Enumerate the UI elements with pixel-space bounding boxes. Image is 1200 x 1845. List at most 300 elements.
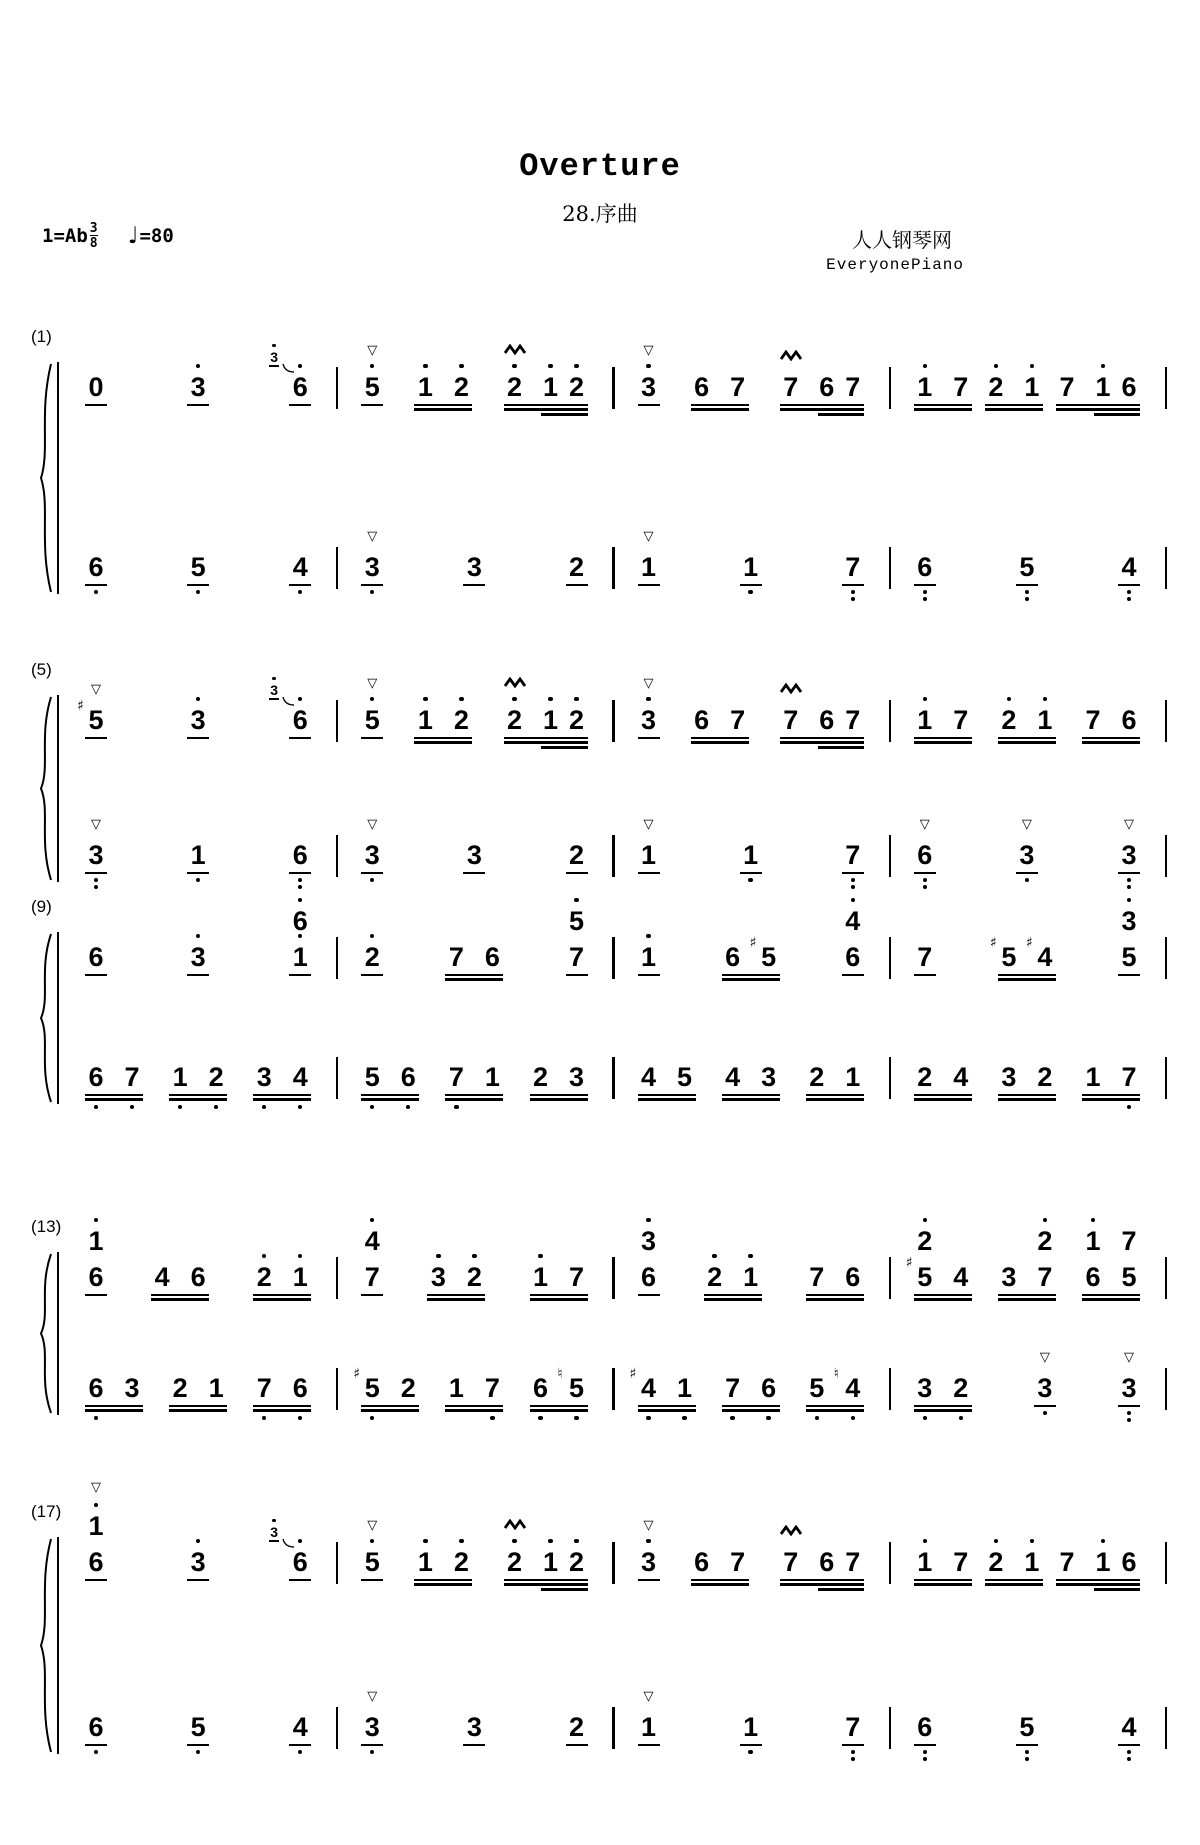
beam-line — [914, 974, 936, 977]
inverted-triangle-ornament: ▽ — [1021, 817, 1032, 832]
beam-line — [85, 1405, 143, 1408]
note — [809, 1062, 825, 1092]
mordent-ornament — [779, 1525, 803, 1536]
beam-line — [504, 1579, 588, 1582]
note — [569, 1712, 585, 1742]
note — [677, 1373, 693, 1403]
beam-line — [638, 1744, 660, 1747]
note — [172, 1373, 188, 1403]
beam-group — [85, 974, 107, 979]
note — [292, 1062, 308, 1092]
octave-dot-above — [262, 1254, 266, 1258]
beat-group — [569, 1712, 585, 1742]
note — [953, 1547, 969, 1577]
beam-group — [187, 1744, 209, 1749]
note — [124, 1373, 140, 1403]
beam-line — [985, 404, 1043, 407]
beam-line — [530, 1294, 588, 1297]
beat-group — [364, 1226, 380, 1292]
beam-group — [998, 974, 1056, 984]
note — [1001, 1262, 1017, 1292]
note — [743, 552, 759, 582]
note — [569, 1062, 585, 1092]
note — [190, 1262, 206, 1292]
beam-group — [740, 584, 762, 589]
measure — [62, 552, 338, 582]
chord-upper-note — [292, 906, 308, 936]
note — [292, 1712, 308, 1742]
beat-group — [917, 372, 969, 402]
note-digit: 7 — [730, 1547, 746, 1577]
octave-dot-above — [298, 697, 302, 701]
octave-dot-below — [298, 885, 302, 889]
note-digit: 2 — [256, 1262, 272, 1292]
octave-dot-above — [298, 898, 302, 902]
beam-line — [361, 1098, 419, 1101]
beat-group — [353, 1366, 416, 1403]
mordent-ornament — [779, 683, 803, 694]
beam-group — [722, 1405, 780, 1415]
octave-dot-above — [370, 697, 374, 701]
beat-group — [430, 1262, 482, 1292]
note-digit: 7 — [783, 1547, 799, 1577]
octave-dot-below — [815, 1416, 819, 1420]
octave-dot-above — [370, 1218, 374, 1222]
note — [819, 705, 835, 735]
note-digit: 2 — [506, 372, 523, 402]
beam-line-partial — [818, 413, 864, 416]
beam-group — [722, 1094, 780, 1104]
measure — [338, 343, 614, 402]
site-name-chinese: 人人钢琴网 — [852, 228, 952, 252]
beam-line — [361, 1094, 419, 1097]
beam-group — [914, 737, 972, 747]
note-digit: 7 — [256, 1373, 272, 1403]
beam-line — [1056, 1583, 1140, 1586]
beam-group — [187, 872, 209, 877]
octave-dot-above — [94, 1503, 98, 1507]
note-digit: 2 — [568, 552, 585, 582]
note — [533, 1262, 549, 1292]
note — [88, 1226, 104, 1292]
beam-line — [504, 404, 588, 407]
beam-line — [414, 737, 472, 740]
note-digit: 7 — [568, 1262, 585, 1292]
mordent-ornament — [779, 350, 803, 361]
beam-group — [780, 737, 864, 752]
measure-number: (1) — [31, 327, 52, 346]
beam-line — [414, 408, 472, 411]
inverted-triangle-ornament: ▽ — [643, 817, 654, 832]
note — [845, 906, 861, 972]
note — [1121, 817, 1137, 870]
note-digit: 6 — [819, 372, 835, 402]
note — [448, 942, 464, 972]
page-title: Overture — [519, 148, 681, 185]
beam-line — [187, 584, 209, 587]
sharp-sign: ♯ — [353, 1366, 361, 1382]
note-digit: 6 — [761, 1373, 777, 1403]
beat-group — [725, 1373, 777, 1403]
beam-line — [566, 974, 588, 977]
grace-slur — [282, 1538, 295, 1549]
note — [629, 1366, 657, 1403]
note-digit: 7 — [124, 1062, 140, 1092]
measure — [891, 372, 1167, 402]
note-digit: 4 — [292, 552, 308, 582]
octave-dot-above — [646, 1218, 650, 1222]
beat-group — [88, 372, 104, 402]
beam-line — [253, 1405, 311, 1408]
note — [364, 817, 380, 870]
note-digit: 7 — [953, 705, 969, 735]
grace-note: 3 — [269, 350, 279, 367]
note-digit: 2 — [568, 705, 585, 735]
note — [917, 1547, 933, 1577]
octave-dot-above — [272, 677, 275, 680]
beam-line — [253, 1094, 311, 1097]
octave-dot-below — [94, 1750, 98, 1754]
octave-dot-below — [94, 1105, 98, 1109]
beat-group — [466, 552, 482, 582]
beat-group — [256, 1373, 308, 1403]
note — [1095, 1547, 1111, 1577]
inverted-triangle-ornament: ▽ — [91, 817, 101, 832]
quarter-note-icon: ♩ — [127, 223, 139, 249]
octave-dot-below — [94, 590, 98, 594]
beam-line — [842, 872, 864, 875]
note — [400, 1062, 416, 1092]
chord-upper-note — [917, 1226, 933, 1256]
beat-group — [988, 372, 1040, 402]
octave-dot-above — [1101, 364, 1105, 368]
beam-line — [704, 1298, 762, 1301]
note-digit: 6 — [819, 1547, 835, 1577]
beam-line-partial — [541, 413, 587, 416]
beat-group — [172, 1062, 224, 1092]
beam-line — [842, 974, 864, 977]
note-digit: 5 — [676, 1062, 693, 1092]
note-digit: 6 — [725, 942, 741, 972]
beam-line — [253, 1098, 311, 1101]
beam-line — [85, 404, 107, 407]
beat-group — [364, 676, 380, 735]
note-digit: 3 — [761, 1062, 777, 1092]
tempo-value: =80 — [139, 225, 174, 247]
note — [190, 552, 206, 582]
chord-upper-note — [1121, 1226, 1137, 1256]
beam-group — [361, 404, 383, 409]
note — [172, 1062, 188, 1092]
beam-group — [1016, 872, 1038, 877]
octave-dot-above — [423, 697, 427, 701]
beam-group — [780, 404, 864, 419]
beam-line — [780, 404, 864, 407]
octave-dot-above — [646, 1539, 650, 1543]
octave-dot-below — [646, 1416, 650, 1420]
note — [743, 1262, 759, 1292]
note — [256, 1373, 272, 1403]
beam-line — [427, 1294, 485, 1297]
barline — [1165, 937, 1167, 979]
beat-group — [364, 343, 380, 402]
beat-group — [1001, 1062, 1053, 1092]
beam-line — [414, 1579, 472, 1582]
octave-dot-below — [262, 1416, 266, 1420]
beat-group — [190, 705, 206, 735]
note — [190, 942, 206, 972]
note — [1024, 372, 1040, 402]
note-digit: 4 — [725, 1062, 741, 1092]
octave-dot-below — [1127, 878, 1131, 882]
measure — [62, 1480, 338, 1577]
note — [845, 1547, 861, 1577]
note-digit: 3 — [364, 1712, 380, 1742]
grace-slur — [282, 363, 295, 374]
beat-group — [917, 1373, 969, 1403]
measure — [615, 1366, 891, 1403]
note-digit: 6 — [1121, 705, 1137, 735]
note-digit: 3 — [190, 942, 206, 972]
beam-group — [691, 1579, 749, 1589]
note-digit: 5 — [88, 705, 104, 735]
beam-line — [1118, 872, 1140, 875]
beam-line — [187, 404, 209, 407]
beat-group — [743, 1712, 759, 1742]
note-digit: 5 — [761, 942, 777, 972]
natural-sign: ♮ — [833, 1366, 839, 1382]
note — [845, 705, 861, 735]
measure — [891, 1226, 1167, 1292]
octave-dot-below — [748, 878, 752, 882]
beat-group — [270, 349, 308, 402]
octave-dot-above — [1043, 697, 1047, 701]
note — [417, 705, 433, 735]
note-digit: 5 — [364, 1062, 380, 1092]
beam-group — [289, 404, 311, 409]
beat-group — [256, 1062, 308, 1092]
beam-line — [722, 1098, 780, 1101]
octave-dot-below — [1127, 885, 1131, 889]
beam-line — [445, 974, 503, 977]
beam-line — [361, 1744, 383, 1747]
note — [953, 705, 969, 735]
beam-line — [1056, 408, 1140, 411]
note-digit: 6 — [88, 1262, 104, 1292]
note-digit: 6 — [292, 1373, 308, 1403]
beam-line — [85, 1098, 143, 1101]
octave-dot-below — [851, 590, 855, 594]
beam-group — [289, 872, 311, 877]
beam-group — [85, 872, 107, 877]
note — [190, 840, 206, 870]
lower-staff — [62, 1689, 1167, 1742]
beam-group — [914, 1579, 972, 1589]
note-digit: 3 — [1121, 1373, 1137, 1403]
note — [1095, 372, 1111, 402]
grace-slur — [282, 696, 295, 707]
beat-group — [641, 1062, 693, 1092]
barline — [1165, 1057, 1167, 1099]
chord-upper-note — [641, 1226, 657, 1256]
note-digit: 3 — [190, 372, 206, 402]
octave-dot-below — [682, 1416, 686, 1420]
beam-line — [806, 1298, 864, 1301]
note-digit: 6 — [190, 1262, 206, 1292]
note-digit: 3 — [640, 1226, 657, 1256]
note-digit: 5 — [190, 552, 206, 582]
octave-dot-above — [923, 1539, 927, 1543]
grace-note: 3 — [269, 1525, 279, 1542]
inverted-triangle-ornament: ▽ — [643, 529, 654, 544]
beat-group — [507, 705, 585, 735]
note-digit: 1 — [532, 1262, 549, 1292]
beam-line — [1056, 1579, 1140, 1582]
beam-group — [914, 404, 972, 414]
beam-line — [566, 872, 588, 875]
note-digit: 3 — [1001, 1062, 1017, 1092]
tempo-marking — [128, 223, 174, 249]
beam-group — [253, 1405, 311, 1415]
chord-upper-note — [845, 906, 861, 936]
key-signature: 1=Ab — [42, 225, 88, 247]
beam-line — [914, 404, 972, 407]
site-name-english: EveryonePiano — [826, 256, 964, 274]
barline — [1165, 1542, 1167, 1584]
note — [1037, 1226, 1053, 1292]
note-digit: 5 — [1121, 1262, 1137, 1292]
inverted-triangle-ornament: ▽ — [643, 1518, 654, 1533]
upper-staff — [62, 1480, 1167, 1577]
measure — [338, 817, 614, 870]
octave-dot-above — [459, 364, 463, 368]
note-digit: 7 — [917, 942, 933, 972]
beam-group — [169, 1405, 227, 1415]
note-digit: 7 — [730, 705, 746, 735]
beam-line — [85, 1744, 107, 1747]
note-digit: 7 — [730, 372, 746, 402]
beam-line — [806, 1294, 864, 1297]
note — [1001, 1062, 1017, 1092]
note-digit: 6 — [917, 552, 933, 582]
octave-dot-below — [298, 1105, 302, 1109]
beat-group — [364, 1689, 380, 1742]
inverted-triangle-ornament: ▽ — [643, 1689, 654, 1704]
beat-group — [640, 817, 657, 870]
inverted-triangle-ornament: ▽ — [367, 1518, 378, 1533]
inverted-triangle-ornament: ▽ — [1039, 1350, 1050, 1365]
note — [917, 372, 933, 402]
beam-group — [1016, 584, 1038, 589]
beam-group — [289, 974, 311, 979]
note-digit: 2 — [1001, 705, 1017, 735]
measure — [62, 1062, 338, 1092]
note — [1019, 817, 1035, 870]
note-digit: 7 — [845, 840, 861, 870]
beat-group — [364, 1518, 380, 1577]
beam-group — [1118, 872, 1140, 877]
beam-line — [998, 978, 1056, 981]
note-digit: 1 — [208, 1373, 224, 1403]
octave-dot-above — [548, 697, 552, 701]
measure — [891, 1350, 1167, 1403]
note — [641, 1062, 657, 1092]
beam-group — [842, 584, 864, 589]
beat-group — [640, 529, 657, 582]
note-digit: 4 — [1121, 1712, 1137, 1742]
beam-group — [740, 1744, 762, 1749]
beam-line — [566, 584, 588, 587]
note — [707, 1262, 723, 1292]
beam-group — [445, 1405, 503, 1415]
measure — [62, 1373, 338, 1403]
note — [88, 1373, 104, 1403]
note — [953, 372, 969, 402]
measure — [615, 1226, 891, 1292]
note-digit: 6 — [292, 906, 308, 936]
beam-line — [914, 1294, 972, 1297]
octave-dot-above — [1030, 364, 1034, 368]
note-digit: 7 — [484, 1373, 500, 1403]
beam-group — [914, 1294, 972, 1304]
beam-line-partial — [1094, 1588, 1140, 1591]
note-digit: 5 — [364, 1547, 380, 1577]
note-digit: 1 — [1095, 1547, 1111, 1577]
note — [730, 1547, 746, 1577]
note — [353, 1366, 380, 1403]
octave-dot-below — [748, 1750, 752, 1754]
beam-group — [1082, 1094, 1140, 1104]
octave-dot-above — [423, 1539, 427, 1543]
octave-dot-below — [923, 885, 927, 889]
note — [1001, 705, 1017, 735]
beam-group — [914, 1094, 972, 1104]
beam-line — [914, 1405, 972, 1408]
octave-dot-below — [851, 885, 855, 889]
beat-group — [466, 1712, 482, 1742]
beam-line — [638, 737, 660, 740]
beat-group — [533, 1262, 585, 1292]
note — [1019, 1712, 1035, 1742]
note-digit: 1 — [743, 840, 759, 870]
beam-line — [638, 1098, 696, 1101]
beat-group — [507, 372, 585, 402]
note — [364, 676, 380, 735]
beam-group — [691, 737, 749, 747]
note-digit: 6 — [694, 1547, 710, 1577]
upper-staff — [62, 343, 1167, 402]
beat-group — [917, 705, 969, 735]
beat-group — [448, 1373, 500, 1403]
page-subtitle: 28.序曲 — [562, 202, 638, 226]
octave-dot-below — [923, 1757, 927, 1761]
note-digit: 3 — [1019, 840, 1035, 870]
beat-group — [154, 1262, 206, 1292]
beam-line — [566, 1744, 588, 1747]
beam-line — [914, 1579, 972, 1582]
beam-group — [1118, 974, 1140, 979]
octave-dot-above — [574, 697, 578, 701]
beam-group — [169, 1094, 227, 1104]
sharp-sign: ♯ — [749, 935, 757, 951]
note-digit: 1 — [88, 1511, 104, 1541]
system-start-line — [57, 1252, 59, 1415]
octave-dot-below — [1127, 1418, 1131, 1422]
beam-line-partial — [818, 1588, 864, 1591]
sharp-sign: ♯ — [905, 1255, 913, 1271]
beam-line — [361, 737, 383, 740]
beam-line — [253, 1298, 311, 1301]
